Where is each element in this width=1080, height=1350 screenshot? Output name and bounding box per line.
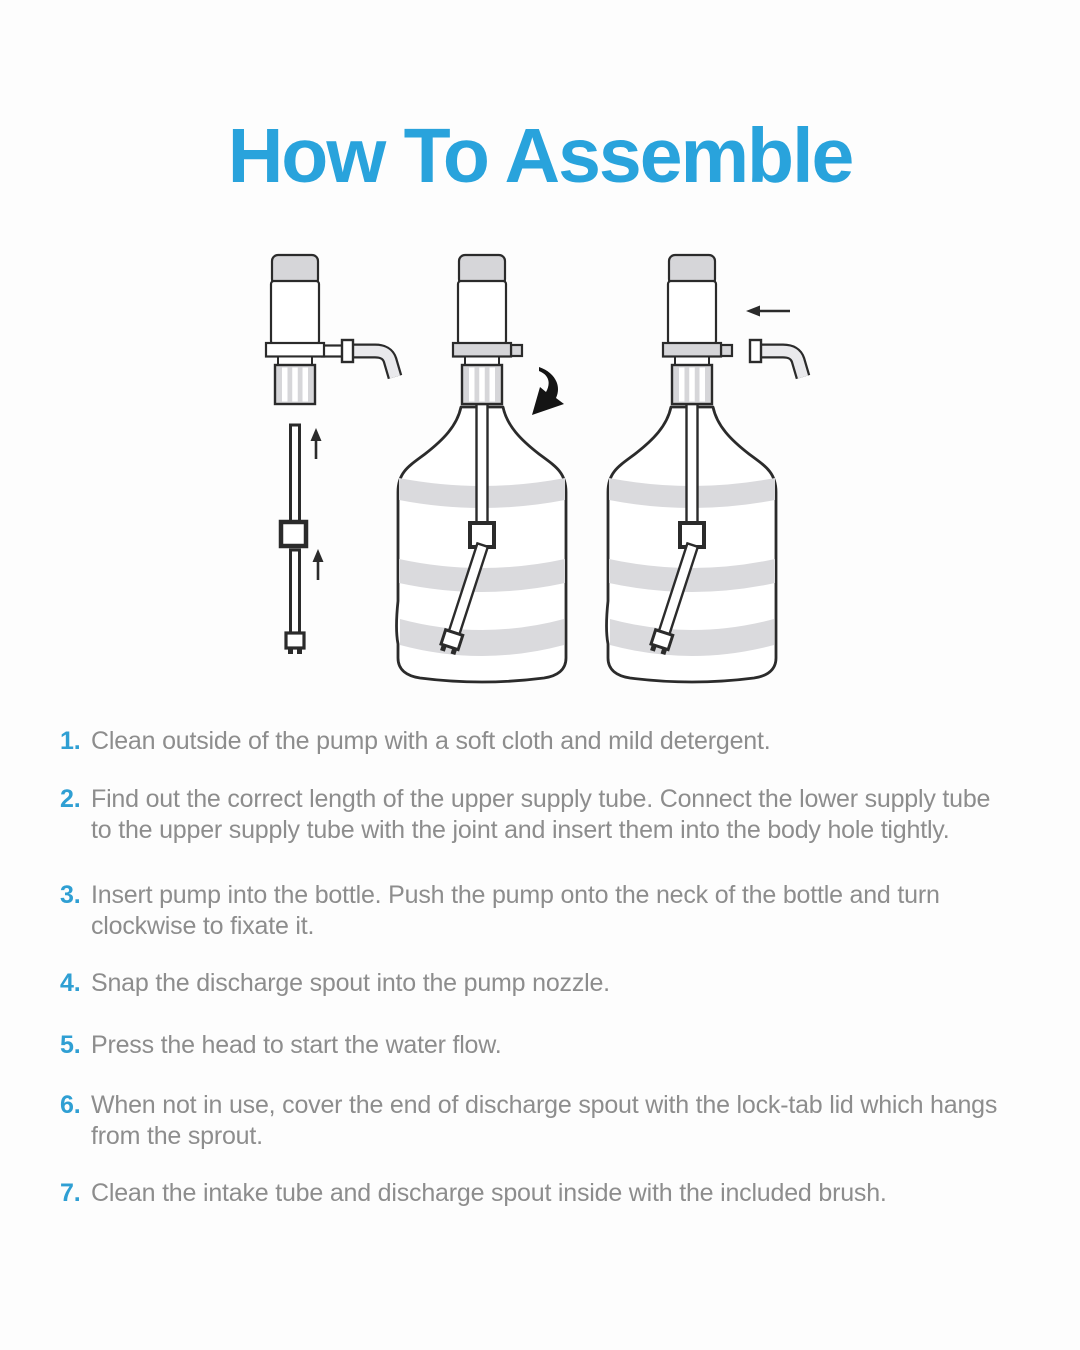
arrow-up-icon — [313, 549, 324, 580]
assembly-diagram — [0, 230, 1080, 700]
water-bottle — [397, 404, 567, 682]
arrow-left-icon — [746, 306, 790, 317]
step-text: Clean outside of the pump with a soft cloth and mild detergent. — [91, 727, 771, 755]
step-text: Clean the intake tube and discharge spout inside with the included brush. — [91, 1179, 887, 1207]
arrow-up-icon — [311, 428, 322, 459]
pump — [266, 255, 324, 404]
pump — [453, 255, 522, 404]
step-number: 4. — [60, 969, 81, 997]
step-3 — [60, 880, 1020, 942]
step-text: Insert pump into the bottle. Push the pump onto the neck of the bottle and turn clockwise to fixate it. — [91, 881, 940, 940]
step-text: Find out the correct length of the upper supply tube. Connect the lower supply tube to the upper supply tube with the joint and insert them into the body hole tightly. — [91, 785, 991, 844]
step-text: When not in use, cover the end of discharge spout with the lock-tab lid which hangs from the sprout. — [91, 1091, 998, 1150]
step-number: 1. — [60, 727, 81, 755]
step-1 — [60, 726, 1020, 757]
lower-supply-tube — [286, 550, 304, 654]
step-4 — [60, 968, 1020, 999]
step-5 — [60, 1030, 1020, 1061]
step-number: 5. — [60, 1031, 81, 1059]
step-2 — [60, 784, 1020, 846]
pump-nozzle-pipe — [322, 346, 344, 357]
step-text: Press the head to start the water flow. — [91, 1031, 502, 1059]
panel-pump-and-tubes — [266, 255, 395, 654]
panel-pump-in-bottle — [397, 255, 567, 682]
step-6 — [60, 1090, 1020, 1152]
assembly-diagram-svg — [0, 230, 1080, 700]
step-text: Snap the discharge spout into the pump nozzle. — [91, 969, 610, 997]
step-7 — [60, 1178, 1020, 1209]
step-number: 2. — [60, 785, 81, 813]
panel-snap-spout — [607, 255, 804, 682]
discharge-spout — [750, 340, 803, 377]
page-title: How To Assemble — [227, 113, 853, 199]
rotate-clockwise-arrow-icon — [532, 367, 564, 415]
step-number: 6. — [60, 1091, 81, 1119]
pump — [663, 255, 732, 404]
step-number: 7. — [60, 1179, 81, 1207]
step-number: 3. — [60, 881, 81, 909]
upper-supply-tube — [281, 425, 306, 546]
water-bottle — [607, 404, 777, 682]
discharge-spout — [342, 340, 395, 377]
